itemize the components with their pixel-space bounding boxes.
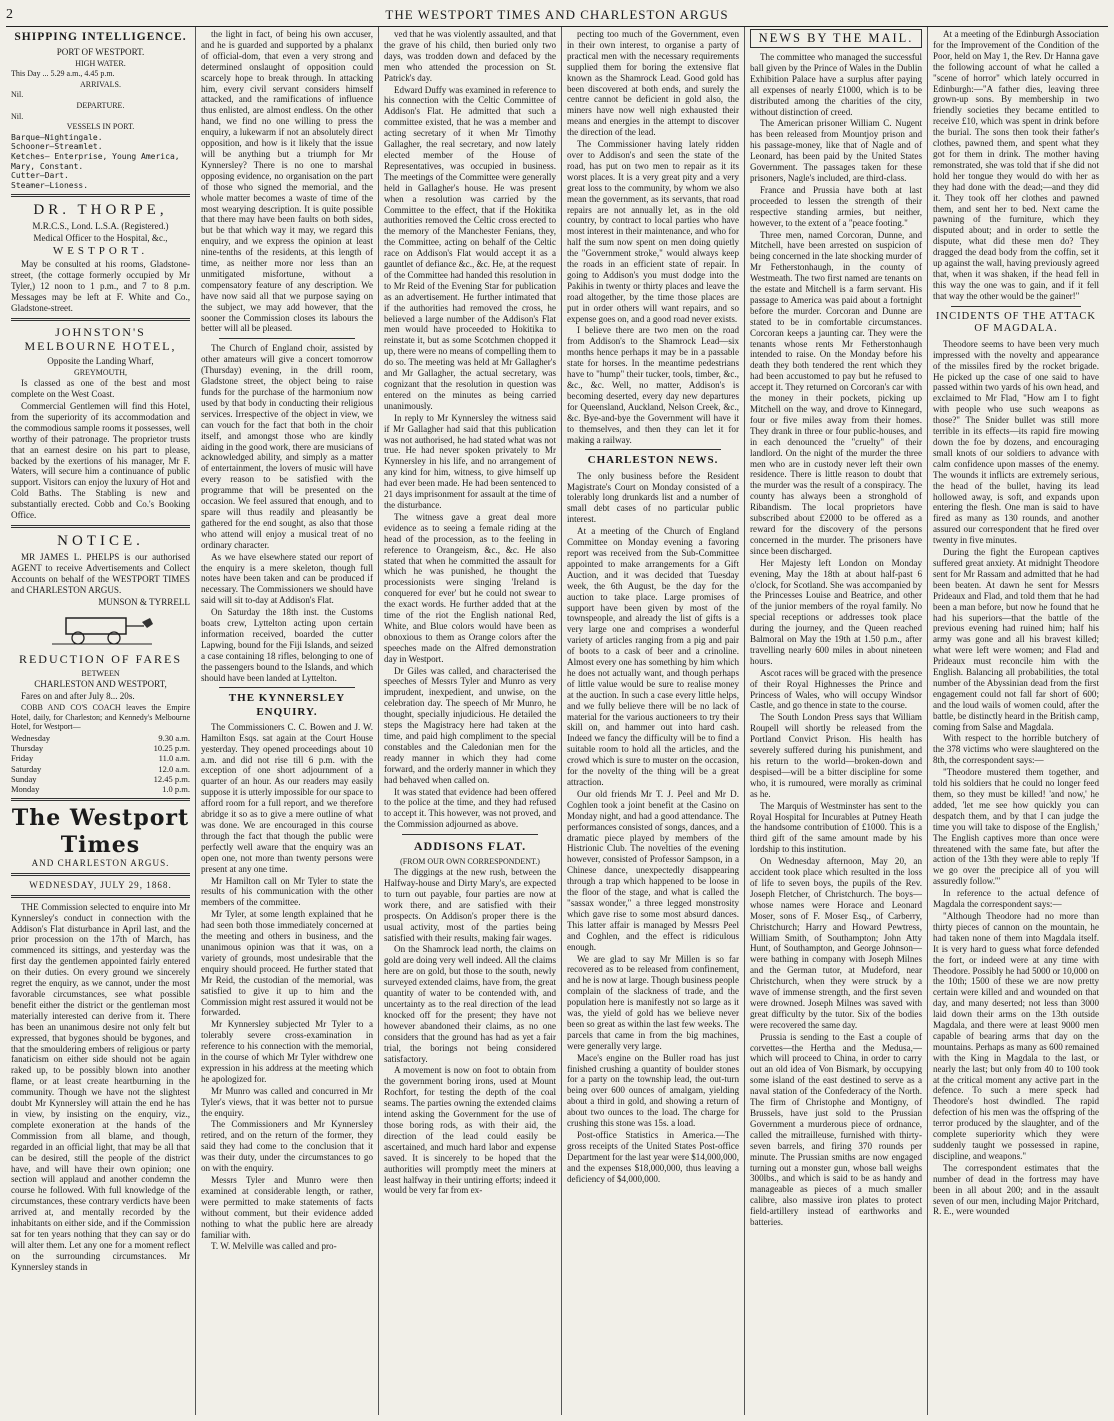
coach-day: Wednesday [11,733,50,744]
customs-seizure: On Saturday the 18th inst. the Customs boats crew, Lyttelton acting upon certain information received, boarded the cutter Lapwing, bound for the Fiji Islands, and seized a case containing 18 rifles, belonging to one of the passengers bound to the Islands, and which should have been landed at Lyttelton. [201,607,373,683]
paper-title: The Westport Times [11,805,190,858]
enquiry-paragraph: The Commissioners and Mr Kynnersley retired, and on the return of the former, they said they had come to the conclusion that it was their duty, under the circumstances to go on with the enquiry. [201,1119,373,1174]
mail-paragraph: On Wednesday afternoon, May 20, an accident took place which resulted in the loss of life to seven boys, the pupils of the Rev. Joseph Fletcher, of Christchurch. The boys—whose names were Horace and Leonard Moser, sons of F. Moser Esq., of Carberry, Christchurch; Harry and Howard Pewtress, William Smith, of Southampton; John Atty Hunt, of Southampton, and George Johnson—were bathing in company with Joseph Milnes and the German tutor, at Mudeford, near Christchurch, when they were struck by a wave of immense strength, and the first seven were drowned. Joseph Milnes was saved with great difficulty by the tutor. Six of the bodies were recovered the same day. [750,856,922,1030]
addisons-flat-paragraph: pecting too much of the Government, even in their own interest, to organise a party of practical men with the necessary requirements supplied them for boring the extensive flat known as the Shamrock Lead. Good gold has been discovered at both ends, and surely the centre cannot be deficient in gold also, the miners have now well nigh exhausted their means and energies in the attempt to discover the direction of the lead. [567,29,739,138]
concert-notice: The Church of England choir, assisted by other amateurs will give a concert tomorrow (Thursday) evening, in the drill room, Gladstone street, the object being to raise funds for the purchase of the harmonium now used by that body in conducting their religious services. Irrespective of the object in view, we can vouch for the fact that both in the choir itself, and amongst those who are kindly aiding in the good work, there are musicians of acknowledged ability, and simply as a matter of entertainment, the lovers of music will have every reason to be satisfied with the programme that will be presented on the occasion. We feel assured that enough, and to spare will thus readily and pleasantly be gathered for the end sought, as also that those who attend will enjoy a musical treat of no ordinary character. [201,343,373,550]
notice-signature: MUNSON & TYRRELL [98,596,190,607]
column-6 [928,27,1104,1415]
enquiry-paragraph: Mr Hamilton call on Mr Tyler to state the results of his communication with the other members of the committee. [201,875,373,908]
enquiry-paragraph: Mr Munro was called and concurred in Mr Tyler's views, that it was better not to pursue the enquiry. [201,1085,373,1118]
editorial-continued: the light in fact, of being his own accuser, and he is guarded and supported by a phalanx of official-dom, that even a very strong and determined onslaught of opposition could scarcely hope to break through. In attacking him, every civil servant considers himself attacked, and the ramifications of influence thus enlisted, are almost endless. On the other hand, we find no one willing to press the enquiry, a lukewarm if not an absolutely direct opposition, and how is it likely that the issue will be anything but a triumph for Mr Kynnersley? There is no one to marshal opposing evidence, no organisation on the part of those who signed the memorial, and the whole matter becomes a waste of time of the most wearying description. It is quite possible that there may have been faults on both sides, but be that which way it may, we regard this enquiry, and we express the opinion at least nine-tenths of the residents, at this length of time, as neither more nor less than an unmitigated misfortune, without a compensatory feature of any description. We have now said all that we purpose saying on the subject, we may add however, that the sooner the Commission closes its labours the better will all be pleased. [201,29,373,334]
page-header [6,4,1108,27]
mail-paragraph: The American prisoner William C. Nugent has been released from Mountjoy prison and his passage-money, like that of Nagle and of Leonard, has been paid by the United States Government. The passages taken for these prisoners, Nagle's included, are third-class. [750,118,922,183]
edinburgh-paragraph: At a meeting of the Edinburgh Association for the Improvement of the Condition of the Poor, held on May 1, the Rev. Dr Hanna gave the following account of what he called a "scene of horror" which lately occurred in Edinburgh:—"A father dies, leaving three grown-up sons. By membership in two friendly societies they became entitled to receive £10, which was spent in drink before the burial. The sons then took their father's clothes, pawned them, and spent what they got for them in drink. The mother having remonstrated, she was told that if she did not hold her tongue they would do with her as they had done with the dead;—and they did it. They took off her clothes and pawned them, and sent her to bed. Next came the pawning of the furniture, which they disputed about; and in order to settle the dispute, what did these men do? They dragged the dead body from the coffin, set it up against the wall, having previously agreed that, when it was shaken, if the head fell in this way the one was to gain, and if it fell that way the other would be the gainer!" [933,29,1099,301]
paper-subtitle: AND CHARLESTON ARGUS. [31,857,170,868]
vessels-label: VESSELS IN PORT. [66,122,135,132]
enquiry-paragraph: Mr Tyler, at some length explained that he had seen both those immediately concerned at the meeting and others in business, and the unanimous opinion was that it was, on a variety of grounds, most undesirable that the enquiry should proceed. He further stated that Mr Reid, the custodian of the memorial, was satisfied to give it up to him and the Commission might rest assured it would not be forwarded. [201,909,373,1018]
port-heading: PORT OF WESTPORT. [56,46,145,57]
enquiry-paragraph: Messrs Tyler and Munro were then examined at considerable length, or rather, were permitted to make statements of facts without comment, but their evidence added nothing to what the public here are already familiar with. [201,1175,373,1240]
coach-time: 10.25 p.m. [153,743,190,754]
thorpe-hours: May be consulted at his rooms, Gladstone-street, (the cottage formerly occupied by Mr Tyler,) 12 noon to 1 p.m., and 7 to 8 p.m. Messages may be left at F. White and Co., Gladstone-street. [11,259,190,314]
enquiry-paragraph: Mr Kynnersley subjected Mr Tyler to a tolerably severe cross-examination in reference to his connection with the memorial, in the course of which Mr Tyler withdrew one expression in his address at the meeting which he apologized for. [201,1019,373,1084]
coach-time: 11.0 a.m. [158,753,190,764]
news-by-mail-heading: NEWS BY THE MAIL. [750,29,922,48]
magdala-paragraph: During the fight the European captives suffered great anxiety. At midnight Theodore sent for Mr Rassam and admitted that he had been beaten. At dawn he sent for Messrs Prideaux and Flad, and told them that he had been a man before, but now he found that he had his superiors—that the battle of the previous evening had ruined him; half his army was gone and all his bravest killed; what were left were women; and Flad and Prideaux must reconcile him with the English. Balancing all probabilities, the total number of the Abyssinian dead from the first engagement could not fall far short of 600; and the loud wails of women could, after the battle, be distinctly heard in the British camp, coming from Salse and Magdala. [933,547,1099,732]
thorpe-office: Medical Officer to the Hospital, &c., [33,233,168,244]
addisons-flat-paragraph: A movement is now on foot to obtain from the government boring irons, used at Mount Rochfort, for testing the depth of the coal seams. The parties owning the extended claims intend asking the Government for the use of those boring rods, as with their aid, the direction of the lead could easily be ascertained, and much hard labor and expense saved. It is sincerely to be hoped that the authorities will promptly meet the miners at least halfway in their untiring efforts; indeed it would be very far from ex- [384,1065,556,1196]
charleston-paragraph: At a meeting of the Church of England Committee on Monday evening a favoring report was received from the Sub-Committee appointed to make arrangements for a Gift Auction, and it was decided that Tuesday week, the 6th August, be the day for the auction to take place. Large promises of support have been given by most of the townspeople, and already the list of gifts is a very large one and comprises a wonderful variety of articles ranging from a pig and pair of boots to a cask of beer and a crinoline. Almost every one has something by him which he does not actually want, and though perhaps of little value would be sure to realise money at the auction. In such a case every little helps, and we fully believe there will be no lack of material for the various auctioneers to try their skill on, and hammer out into hard cash. Indeed we fancy the difficulty will be to find a suitable room to hold all the articles, and the crowd which is sure to muster on the occasion, for the novelty of the thing will be a great attraction. [567,526,739,787]
charleston-paragraph: The only business before the Resident Magistrate's Court on Monday consisted of a tolerably long drunkards list and a number of small debt cases of no particular public interest. [567,470,739,525]
coach-row [11,774,190,784]
high-water-value: This Day ... 5.29 a.m., 4.45 p.m. [11,69,115,79]
magdala-paragraph: With respect to the horrible butchery of the 378 victims who were slaughtered on the 8th, the correspondent says:— [933,733,1099,766]
mail-paragraph: Her Majesty left London on Monday evening, May the 18th at about half-past 6 o'clock, for Scotland. She was accompanied by the Princesses Louise and Beatrice, and other of the junior members of the royal family. No special receptions or addresses took place during the journey, and the Queen reached Balmoral on May the 19th at 1.50 p.m., after travelling nearly 600 miles in about nineteen hours. [750,557,922,666]
charleston-paragraph: We are glad to say Mr Millen is so far recovered as to be released from confinement, and he is now at large. Though business people complain of the slackness of trade, and the population here is manifestly not so large as it was, the yield of gold has we believe never been so great as within the last few weeks. The parcels that came in from the big machines, were generally very large. [567,953,739,1051]
thorpe-heading: DR. THORPE, [33,202,168,219]
column-4 [562,27,745,1415]
addisons-flat-paragraph: The diggings at the new rush, between the Halfway-house and Dirty Mary's, are expected to turn out payable, four parties are now at work there, and are satisfied with their prospects. On Addison's proper there is the usual activity, most of the parties being satisfied with their results, making fair wages. [384,867,556,943]
issue-date: WEDNESDAY, JULY 29, 1868. [29,879,172,890]
enquiry-paragraph: In reply to Mr Kynnersley the witness said if Mr Gallagher had said that this publication was not authorised, he had stated what was not true. He had never spoken privately to Mr Kynnersley in his life, and no arrangement of any kind for him, witness, to give himself up had ever been made. He had been sentenced to 21 days imprisonment for assault at the time of the disturbance. [384,412,556,510]
charleston-paragraph: Our old friends Mr T. J. Peel and Mr D. Coghlen took a joint benefit at the Casino on Monday night, and had a good attendance. The performances consisted of songs, dances, and a dramatic piece played by members of the Histrionic Club. The novelties of the evening however, consisted of Professor Sampson, in a Chinese dance, unexpectedly disappearing through a trap which happened to be loose in the floor of the stage, and what is called the "sassax wonder," a three legged monstrosity which gave rise to some most absurd dances. This latter affair is managed by Messrs Peel and Coghlen, and the effect is ridiculous enough. [567,788,739,952]
coach-time: 9.30 a.m. [158,733,190,744]
enquiry-paragraph: T. W. Melville was called and pro- [211,1241,337,1252]
enquiry-paragraph: The Commissioners C. C. Bowen and J. W. Hamilton Esqs. sat again at the Court House yesterday. They opened proceedings about 10 a.m. and did not rise till 6 p.m. with the exception of one short adjournment of a quarter of an hour. As our readers may easily suppose it is utterly impossible for our space to afford room for a full report, and we therefore abridge it so as to give a mere outline of what was done. We are encouraged in this course through the fact that though the public were perfectly well aware that the enquiry was an open one, not more than twenty persons were present at any one time. [201,721,373,874]
enquiry-paragraph: Edward Duffy was examined in reference to his connection with the Celtic Committee of Addison's Flat. He admitted that such a committee existed, that he was a member and acting secretary of it when Mr Timothy Gallagher, the real secretary, and now lately elected member of the House of Representatives, was occupied in business. The meetings of the Committee were generally held in Gallagher's house. He was present when a resolution was carried by the Committee to the effect, that if the Hokitika authorities removed the Celtic cross erected to the memory of the Manchester Fenians, they, the Committee, acting on behalf of the Celtic race on Addison's Flat would accept it as a gauntlet of defiance &c., &c. He, at the request of the Committee had handed this resolution in to Mr Reid of the Evening Star for publication as an advertisement. He further intimated that if the authorities had removed the cross, he believed a large number of the Addison's Flat men would have proceeded to Hokitika to reinstate it, but as some Scotchmen chopped it up, there were no means of compelling them to do so. The meeting was held at Mr Gallagher's and Mr Gallagher, the actual secretary, was cognizant that the resolution in question was entered on the minutes as being carried unanimously. [384,84,556,411]
magdala-paragraph: Theodore seems to have been very much impressed with the novelty and appearance of the missiles fired by the rocket brigade. He picked up the case of one said to have passed within two yards of his own head, and exclaimed to Mr Flad, "How am I to fight with people who use such weapons as those?" The Snider bullet was still more terrible in its effects—its rapid fire mowing down the foe by dozens, and encouraging small knots of our soldiers to advance with calm confidence upon masses of the enemy. The wounds it inflicts are extremely serious, the head of the bullet, having its lead hollowed away, is soft, and expands upon entering the flesh. One man is said to have fired as many as 130 rounds, and another assured our correspondent that he fired over twenty in five minutes. [933,338,1099,546]
charleston-news-heading: CHARLESTON NEWS. [587,454,719,467]
notice-heading: NOTICE. [57,533,144,550]
coach-timetable [11,733,190,794]
addisons-flat-paragraph: I believe there are two men on the road from Addison's to the Shamrock Lead—six months hence perhaps it may be in a passable state for horses. In the meantime pedestrians have to "hump" their tucker, tools, timber, &c., &c., &c. Well, no matter, Addison's is becoming deserted, every day new departures for Queensland, Auckland, Nelson Creek, &c., &c. Bye-and-bye the Government will have it to themselves, and then they can let it for making a railway. [567,325,739,445]
high-water-label: HIGH WATER. [75,58,126,68]
report-note: As we have elsewhere stated our report of the enquiry is a mere skeleton, though full notes have been taken and can be produced if necessary. The Commissioners we should have said will sit to-day at Addison's Flat. [201,551,373,606]
running-title: THE WESTPORT TIMES AND CHARLESTON ARGUS [385,7,729,22]
magdala-paragraph: "Although Theodore had no more than thirty pieces of cannon on the mountain, he had taken none of them into Magdala itself. It is very hard to guess what force defended the fort, or indeed were at any time with Theodore. Possibly he had 5000 or 10,000 on the 10th; 1500 of these we are now pretty certain were killed and and wounded on that day, and many deserted; not less than 3000 laid down their arms on the 13th outside Magdala, and there were at least 9000 men capable of bearing arms that day on the mountains. Perhaps as many as 600 remained with the King in Magdala to the last, or nearly the last; but only from 40 to 100 took at the critical moment any active part in the defence. To such a mere speck had Theodore's host dwindled. The rapid defection of his men was the offspring of the terror produced by the slaughter, and of the complete superiority which they were suddenly taught we possessed in rapine, discipline, and weapons." [933,910,1099,1161]
johnston-text-2: Commercial Gentlemen will find this Hotel, from the superiority of its accommodation and the commodious sample rooms it possesses, well worthy of their patronage. The proprietor trusts that an earnest desire on his part to please, backed by the exertions of his manager, Mr F. Waters, will secure him a continuance of public support. Visitors can enjoy the luxury of Hot and Cold Baths. The Stabling is new and substantially erected. Cobb and Co.'s Booking Office. [11,401,190,521]
coach-day: Friday [11,753,34,764]
coach-day: Saturday [11,763,42,774]
addisons-flat-heading: ADDISONS FLAT. [413,839,527,854]
coach-day: Sunday [11,773,37,784]
johnston-location: Opposite the Landing Wharf, [47,355,154,366]
coach-row [11,733,190,743]
enquiry-paragraph: It was stated that evidence had been offered to the police at the time, and they had refused to accept it. This however, was not proved, and the Commission adjourned as above. [384,786,556,830]
arrivals-value: Nil. [11,90,24,100]
column-2 [196,27,379,1415]
fares-heading: REDUCTION OF FARES [18,652,183,667]
mail-paragraph: Three men, named Corcoran, Dunne, and Mitchell, have been arrested on suspicion of being concerned in the late shocking murder of Mr Fetherstonhaugh, in the county of Westmeath. The two first named are tenants on the estate and Mitchell is a farm servant. His passage to America was paid about a fortnight before the murder. Corcoran and Dunne are stated to be in comfortable circumstances. Corcoran keeps a jaunting car. They were the tenants whose rents Mr Fetherstonhaugh intended to raise. On the Monday before his death they both tendered the rent which they had been accustomed to pay but he refused to accept it. They returned on Corcoran's car with the money in their pockets, picking up Mitchell on the way, and drove to Kinnegard, four or five miles away from their homes. They drank in three or four public-houses, and in each denounced the "cruelty" of their landlord. On the night of the murder the three men who are in custody never left their own residence. There is little reason to doubt that the murder was the result of a conspiracy. The county has always been a stronghold of Ribandism. The local proprietors have subscribed about £2000 to be offered as a reward for the discovery of the persons concerned in the murder. The prisoners have since been discharged. [750,229,922,556]
shipping-heading: SHIPPING INTELLIGENCE. [14,31,187,43]
fares-places: CHARLESTON AND WESTPORT, [34,679,167,690]
coach-time: 1.0 p.m. [162,783,190,794]
coach-row [11,764,190,774]
addisons-flat-byline: (FROM OUR OWN CORRESPONDENT.) [400,856,540,866]
page-number: 2 [6,7,14,22]
editorial-text: THE Commission selected to enquire into Mr Kynnersley's conduct in connection with the Addison's Flat disturbance in April last, and the prior procession on the 17th of March, has commenced its sittings, and yesterday was the first day the gentlemen appointed fairly entered on their duties. On every ground we sincerely regret the enquiry, as we cannot, under the most favorable circumstances, see what possible benefit either the district or the gentleman most materially interested can derive from it. There has been an unanimous desire not only felt but expressed, that bygones should be bygones, and that the smouldering embers of religious or party fanaticism on either side should not be again raked up, to be possibly blown into another flame, or at least create heartburning in the community. Though we have not the slightest doubt Mr Kynnersley will attain the end he has in view, by insisting on the enquiry, viz., complete exoneration at the hands of the Commission from all blame, and though, regarded in an official light, that may be all that can be desired, still the people of the district have, and will have their own opinion; one section will applaud and another condemn the course he followed. With full knowledge of the circumstances, these contrary verdicts have been arrived at, and mentally recorded by the inhabitants on either side, and if the Commission sat for ten years nothing that they can say or do will alter them. Let any one for a moment reflect on the surrounding circumstances. Mr Kynnersley stands in [11,901,190,1272]
mail-paragraph: The committee who managed the successful ball given by the Prince of Wales in the Dublin Exhibition Palace have a surplus after paying all expenses of nearly £1000, which is to be distributed among the charities of the city, without distinction of creed. [750,52,922,117]
coach-row [11,743,190,753]
johnston-text-1: Is classed as one of the best and most complete on the West Coast. [11,378,190,400]
coach-day: Monday [11,783,40,794]
magdala-paragraph: "Theodore mustered them together, and told his soldiers that he could no longer feed them, so they must be killed! 'and now,' he added, 'let me see how quickly you can despatch them, and by that I can judge the time you will take to dispose of the English,' The English captives more than once were threatened with the same fate, but after the action of the 13th they were able to reply 'If we go over the precipice all of you will assuredly follow.'" [933,767,1099,887]
coach-time: 12.45 p.m. [153,773,190,784]
column-5 [745,27,928,1415]
mail-paragraph: France and Prussia have both at last proceeded to lessen the strength of their respective standing armies, but neither, however, to the extent of a "peace footing." [750,184,922,228]
addisons-flat-paragraph: On the Shamrock lead north, the claims on gold are doing very well indeed. All the claims here are on gold, but those to the south, newly surveyed extended claims, have from, the great quantity of water to be contended with, and uncertainty as to the real direction of the lead knocked off for the present; they have not however abandoned their claims, as no one considers that the ground has had as yet a fair trial, the borings not being considered satisfactory. [384,944,556,1064]
departure-label: DEPARTURE. [76,101,125,111]
johnston-heading: JOHNSTON'S MELBOURNE HOTEL, [24,324,177,354]
fares-date: Fares on and after July 8... 20s. [21,691,135,702]
mail-paragraph: The South London Press says that William Roupell will shortly be released from the Portland Convict Prison. His health has severely suffered during his punishment, and his return to the world—broken-down and despised—will be a bitter discipline for some who, it is rumoured, were morally as criminal as he. [750,712,922,799]
magdala-heading: INCIDENTS OF THE ATTACK OF MAGDALA. [936,310,1096,335]
coach-time: 12.0 a.m. [158,763,190,774]
enquiry-paragraph: Dr Giles was called, and characterised the speeches of Messrs Tyler and Munro as very imprudent, inexpedient, and unwise, on the celebration day. The speech of Mr Munro, he thought, specially injudicious. He detailed the steps the Magistracy here had taken at the time, and paid high compliment to the special constables and the Caledonian men for the ready manner in which they had come forward, and the orderly manner in which they had behaved when called on. [384,665,556,785]
thorpe-place: WESTPORT. [52,245,149,258]
mail-paragraph: Ascot races will be graced with the presence of their Royal Highnesses the Prince and Princess of Wales, who will occupy Windsor Castle, and go thence in state to the course. [750,667,922,711]
magdala-paragraph: In reference to the actual defence of Magdala the correspondent says:— [933,888,1099,910]
fares-between: BETWEEN [81,668,120,678]
addisons-flat-paragraph: The Commissioner having lately ridden over to Addison's and seen the state of the road, has put on two men to repair as it its worst places. It is a very great pity and a very great loss to the community, by whom we also mean the government, as its servants, that road repairs are not annually let, as in the old country, by contract to local parties who have most interest in their maintenance, and who for half the sum now spent on men doing quietly the "Government stroke," would always keep the roads in an efficient state of repair. In going to Addison's you must dodge into the Pakihis in twenty or thirty places and leave the road altogether, by the time those places are put in order others will want repairs, and so expense goes on, and a good road never exists. [567,139,739,324]
magdala-paragraph: The correspondent estimates that the number of dead in the fortress may have been in all about 200; and in the assault seven of our men, including Major Pritchard, R. E., were wounded [933,1162,1099,1217]
enquiry-paragraph: ved that he was violently assaulted, and that the grave of his child, then buried only two days, was trodden down and defaced by the men who attended the procession on St. Patrick's day. [384,29,556,83]
mail-paragraph: Prussia is sending to the East a couple of corvettes—the Hertha and the Medusa,—which will proceed to China, in order to carry out an old idea of Von Bismark, by occupying some island of the east destined to serve as a naval station of the Confederacy of the North. The firm of Christophe and Montigny, of Brussels, have just sold to the Prussian Government a murderous piece of ordnance, called the mitrailleuse, furnished with thirty-seven barrels, and firing 370 rounds per minute. The Prussian smiths are now engaged turning out a monster gun, whose ball weighs 300lbs., and which is said to be as handy and manageable as pieces of a much smaller calibre, also massive iron plates to protect field-artillery instead of earthworks and batteries. [750,1031,922,1228]
coach-row [11,784,190,794]
coach-illustration [11,612,190,649]
departure-value: Nil. [11,111,24,121]
notice-text: MR JAMES L. PHELPS is our authorised AGENT to receive Advertisements and Collect Accounts on behalf of the WESTPORT TIMES and CHARLESTON ARGUS. [11,552,190,595]
enquiry-heading: THE KYNNERSLEY ENQUIRY. [228,692,346,718]
mail-paragraph: The Marquis of Westminster has sent to the Royal Hospital for Incurables at Putney Heath the handsome contribution of £1000. This is a third gift of the same amount made by his lordship to this institution. [750,800,922,855]
coach-text: COBB AND CO'S COACH leaves the Empire Hotel, daily, for Charleston; and Kennedy's Melbourne Hotel, for Westport— [11,703,190,732]
vessels-list: Barque—Nightingale. Schooner—Streamlet. Ketches— Enterprise, Young America, Mary, Constant. Cutter—Dart. Steamer—Lioness. [11,132,180,190]
post-office-statistics: Post-office Statistics in America.—The gross receipts of the United States Post-office Department for the last year were $14,000,000, and the expenses $18,000,000, thus leaving a deficiency of $4,000,000. [567,1130,739,1184]
arrivals-label: ARRIVALS. [80,79,121,89]
coach-day: Thursday [11,743,44,754]
column-1 [6,27,196,1415]
column-3 [379,27,562,1415]
johnston-town: GREYMOUTH, [73,367,128,377]
charleston-paragraph: Mace's engine on the Buller road has just finished crushing a quantity of boulder stones for a party on the township lead, the out-turn being over 600 ounces of amalgam, yielding about a third in gold, and showing a return of about two ounces to the load. The charge for crushing this stone was 15s. a load. [567,1052,739,1129]
enquiry-paragraph: The witness gave a great deal more evidence as to seeing a female riding at the head of the procession, as to the feeling in reference to Orangeism, &c., &c. He also stated that when he committed the assault for which he was punished, he thought the processionists were singing 'Ireland is conquered for ever' but he could not swear to the exact words. He further added that at the time of the riot the English national Red, White, and Blue colors would have been as obnoxious to them as Orange colors after the speeches made on the Alfred demonstration day in Westport. [384,511,556,664]
coach-row [11,753,190,763]
thorpe-qualifications: M.R.C.S., Lond. L.S.A. (Registered.) [32,221,169,232]
